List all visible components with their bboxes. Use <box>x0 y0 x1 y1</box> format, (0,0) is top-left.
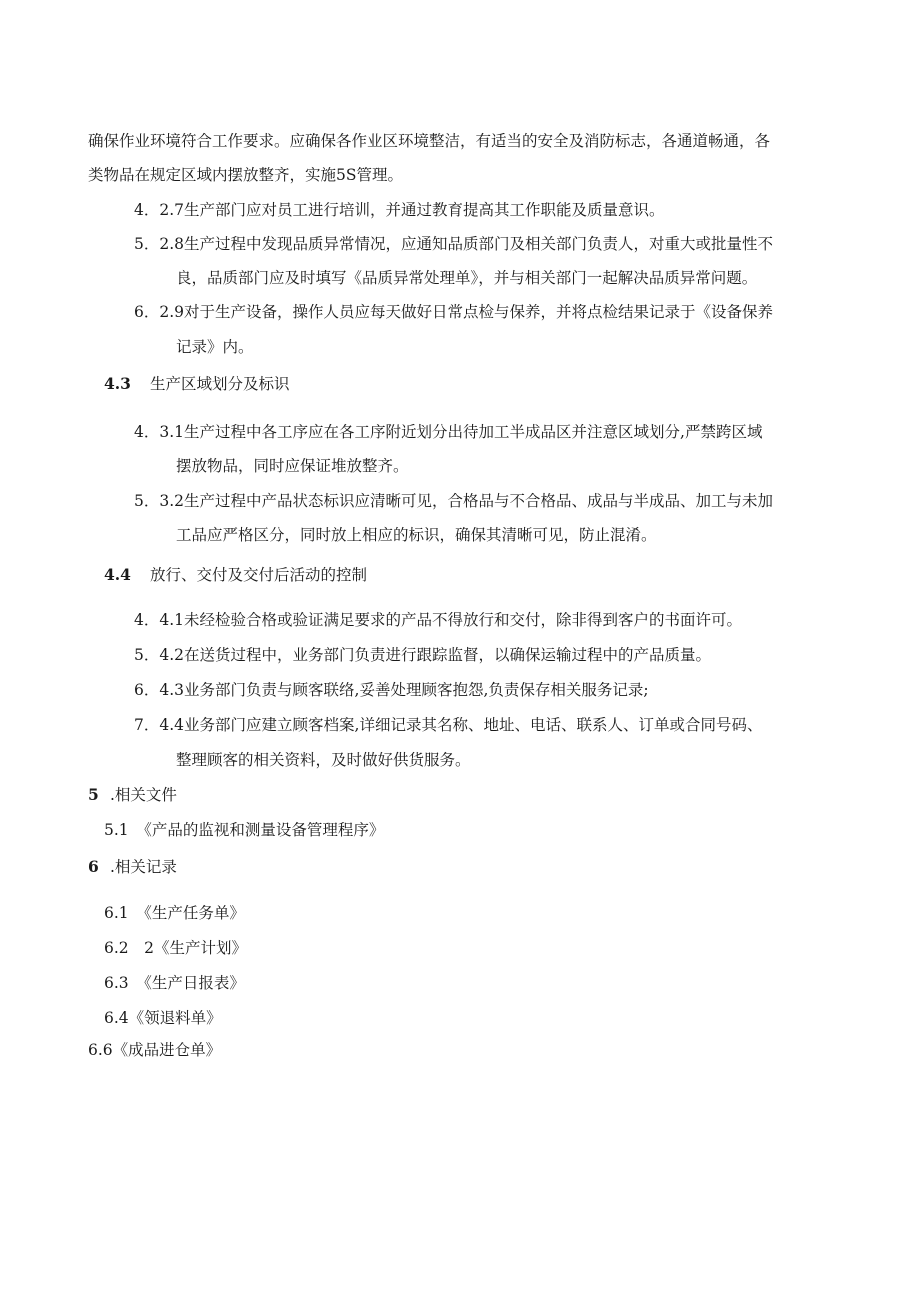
section-heading: .相关文件 <box>110 786 177 804</box>
section-heading: .相关记录 <box>110 858 177 876</box>
section-number: 4.3 <box>104 374 131 393</box>
record-item: 6.6《成品进仓单》 <box>88 1041 222 1059</box>
list-item-4-2-9-cont: 记录》内。 <box>176 338 254 356</box>
list-item-4-2-8: 5．2.8生产过程中发现品质异常情况，应通知品质部门及相关部门负责人，对重大或批量性不 <box>134 235 774 253</box>
list-item-4-2-7: 4．2.7生产部门应对员工进行培训，并通过教育提高其工作职能及质量意识。 <box>134 201 665 219</box>
list-item-4-3-2-cont: 工品应严格区分，同时放上相应的标识，确保其清晰可见，防止混淆。 <box>176 526 657 544</box>
list-item-4-4-4-cont: 整理顾客的相关资料，及时做好供货服务。 <box>176 751 471 769</box>
section-heading: 放行、交付及交付后活动的控制 <box>150 566 368 584</box>
record-item: 6.2 2《生产计划》 <box>104 939 248 957</box>
section-number: 5 <box>88 785 99 804</box>
list-item-4-4-3: 6．4.3业务部门负责与顾客联络,妥善处理顾客抱怨,负责保存相关服务记录; <box>134 681 649 699</box>
record-item: 6.4《领退料单》 <box>104 1009 222 1027</box>
paragraph-line: 类物品在规定区域内摆放整齐，实施5S管理。 <box>88 166 403 184</box>
list-item-4-3-2: 5．3.2生产过程中产品状态标识应清晰可见，合格品与不合格品、成品与半成品、加工与未加 <box>134 492 774 510</box>
section-heading: 生产区域划分及标识 <box>150 375 290 393</box>
list-item-4-4-2: 5．4.2在送货过程中，业务部门负责进行跟踪监督，以确保运输过程中的产品质量。 <box>134 646 712 664</box>
list-item-4-4-4: 7．4.4业务部门应建立顾客档案,详细记录其名称、地址、电话、联系人、订单或合同号码、 <box>134 716 763 734</box>
list-item-4-4-1: 4．4.1未经检验合格或验证满足要求的产品不得放行和交付，除非得到客户的书面许可。 <box>134 611 743 629</box>
list-item-4-3-1-cont: 摆放物品，同时应保证堆放整齐。 <box>176 457 409 475</box>
list-item-5-1: 5.1 《产品的监视和测量设备管理程序》 <box>104 821 385 839</box>
record-item: 6.1 《生产任务单》 <box>104 904 245 922</box>
list-item-4-3-1: 4．3.1生产过程中各工序应在各工序附近划分出待加工半成品区并注意区域划分,严禁跨区域 <box>134 423 763 441</box>
paragraph-line: 确保作业环境符合工作要求。应确保各作业区环境整洁，有适当的安全及消防标志，各通道畅通，各 <box>88 132 771 150</box>
record-item: 6.3 《生产日报表》 <box>104 974 245 992</box>
section-number: 4.4 <box>104 565 131 584</box>
section-number: 6 <box>88 857 99 876</box>
list-item-4-2-9: 6．2.9对于生产设备，操作人员应每天做好日常点检与保养，并将点检结果记录于《设备保养 <box>134 303 774 321</box>
list-item-4-2-8-cont: 良，品质部门应及时填写《品质异常处理单》，并与相关部门一起解决品质异常问题。 <box>176 269 758 287</box>
